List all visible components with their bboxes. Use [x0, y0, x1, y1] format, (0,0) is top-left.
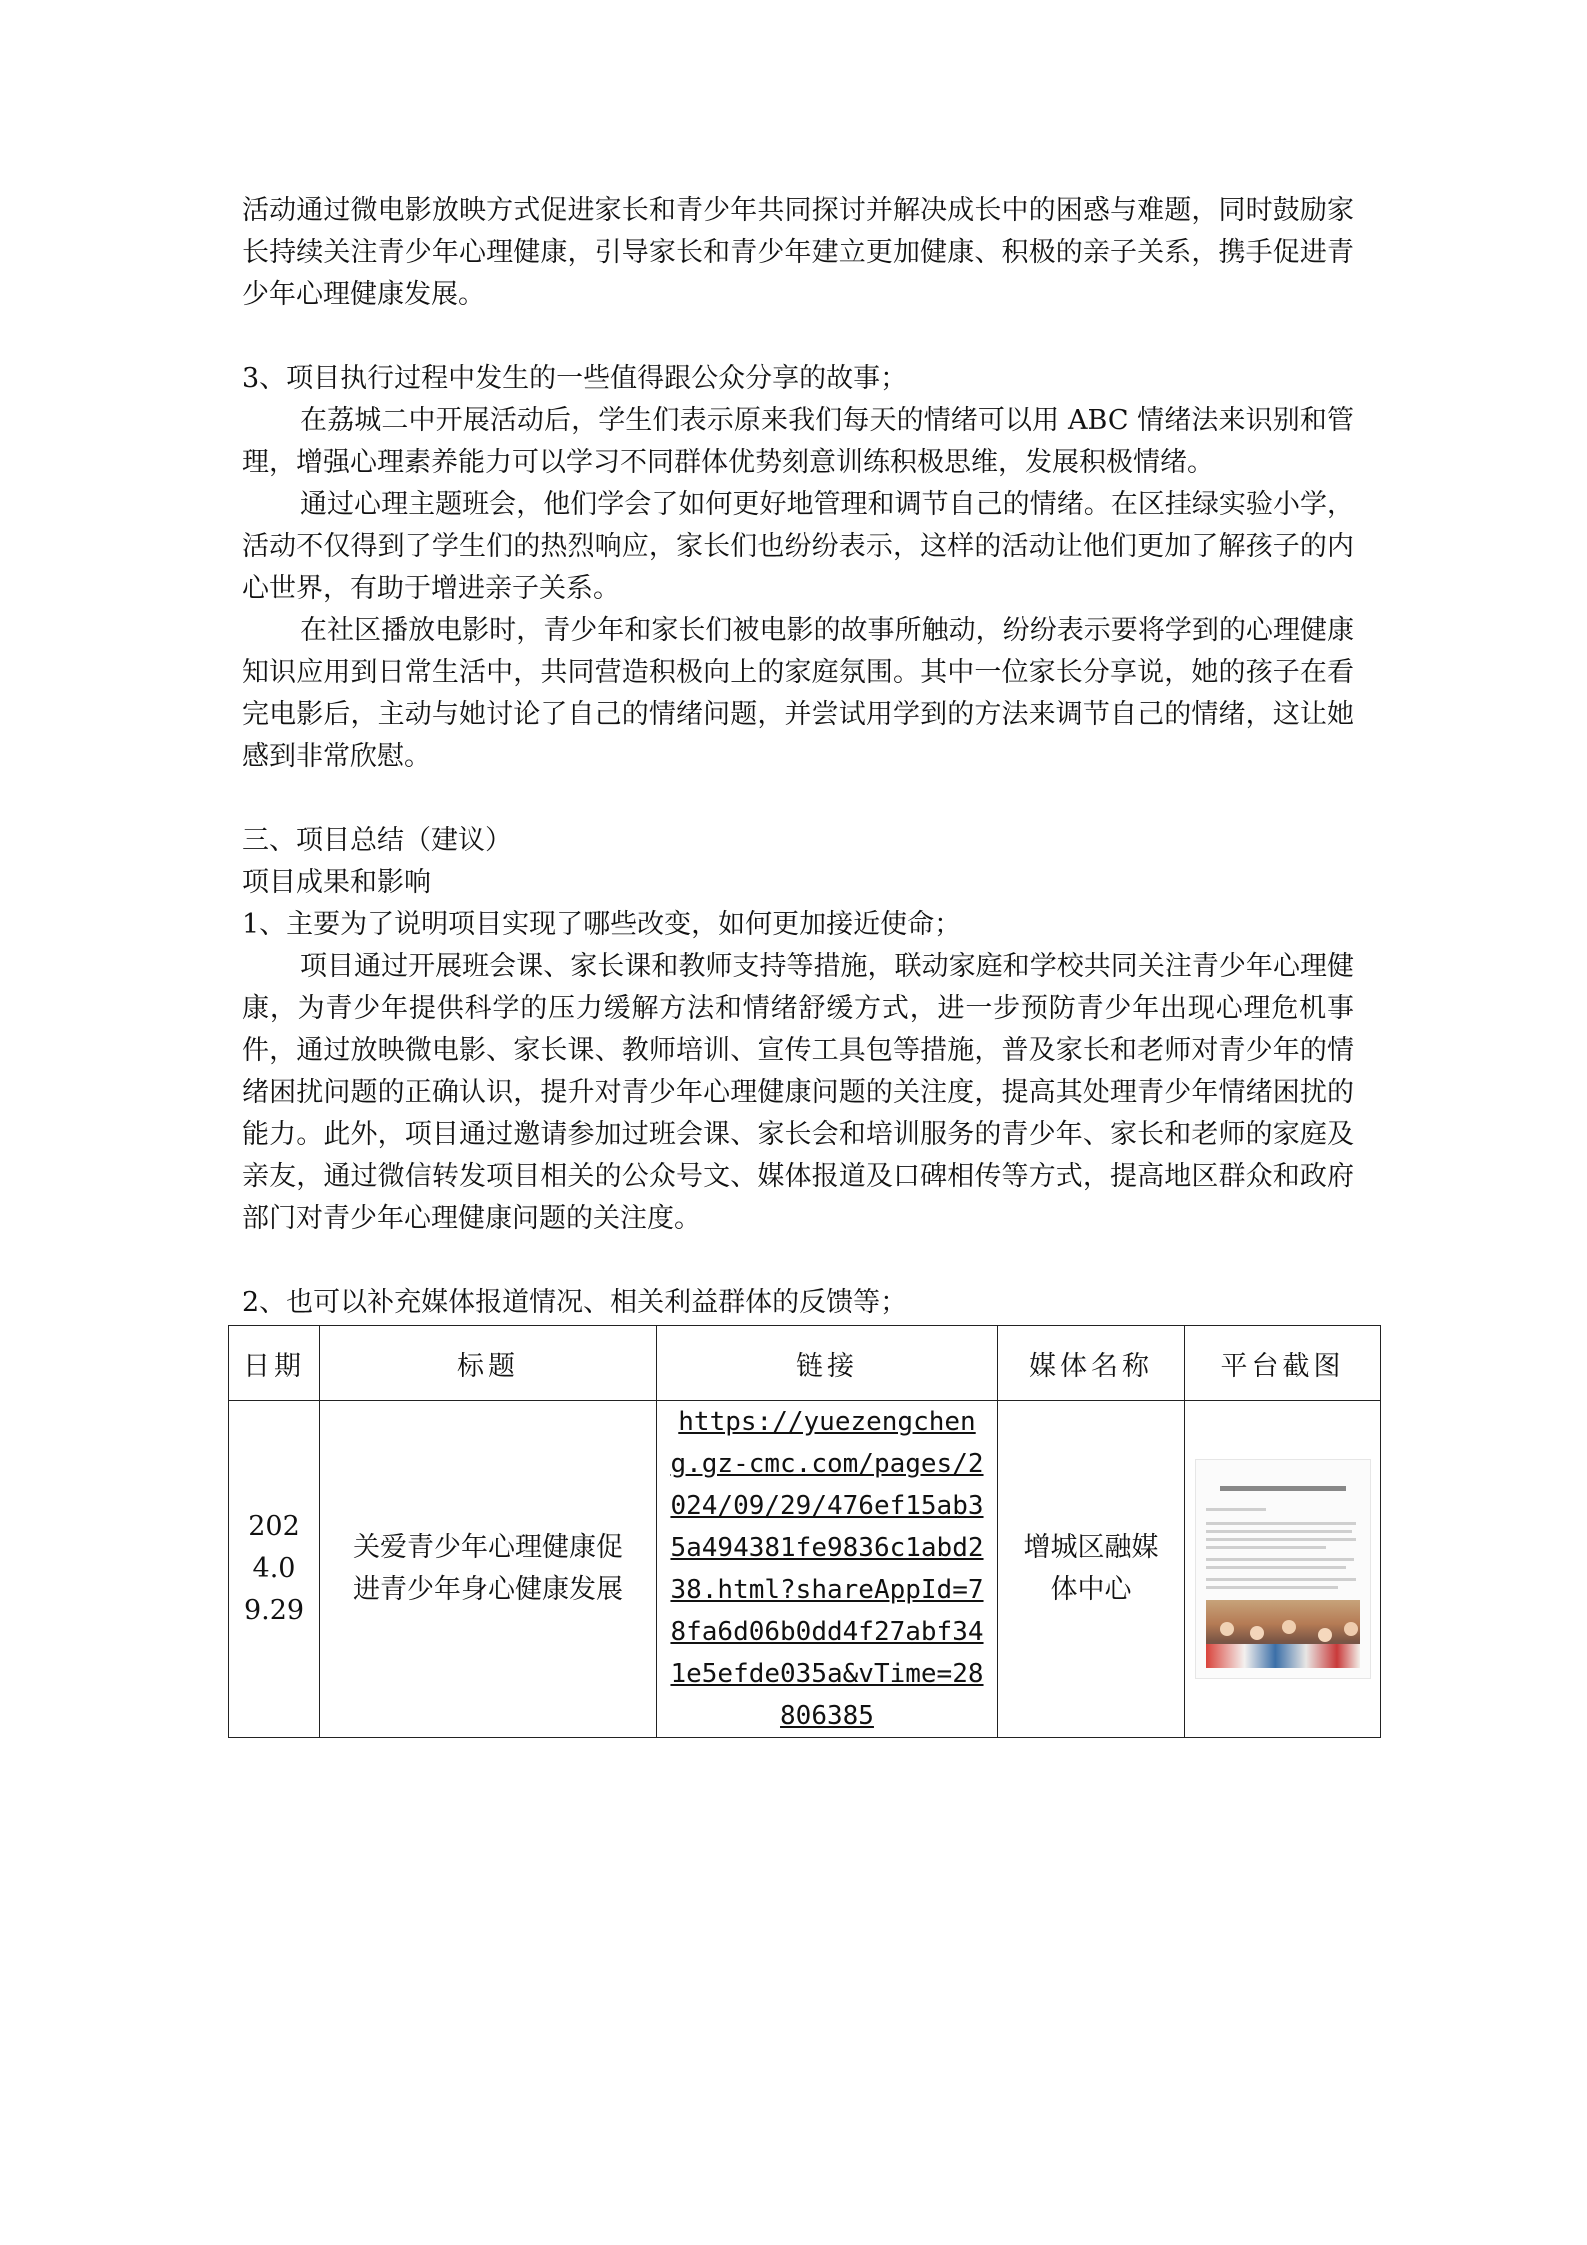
header-link: 链接	[657, 1326, 998, 1401]
story-paragraph-1: 在荔城二中开展活动后，学生们表示原来我们每天的情绪可以用 ABC 情绪法来识别和管理，增强心理素养能力可以学习不同群体优势刻意训练积极思维，发展积极情绪。	[242, 405, 1354, 478]
table-header-row	[229, 1326, 1381, 1401]
cell-screenshot	[1185, 1401, 1381, 1738]
intro-paragraph: 活动通过微电影放映方式促进家长和青少年共同探讨并解决成长中的困惑与难题，同时鼓励家长持续关注青少年心理健康，引导家长和青少年建立更加健康、积极的亲子关系，携手促进青少年心理健康发展。	[242, 195, 1354, 310]
question-2-heading: 2、也可以补充媒体报道情况、相关利益群体的反馈等；	[242, 1287, 908, 1318]
cell-link	[657, 1401, 998, 1738]
cell-date	[229, 1401, 320, 1738]
header-title: 标题	[320, 1326, 657, 1401]
question-1-heading: 1、主要为了说明项目实现了哪些改变，如何更加接近使命；	[242, 909, 962, 940]
story-paragraph-3: 在社区播放电影时，青少年和家长们被电影的故事所触动，纷纷表示要将学到的心理健康知识应用到日常生活中，共同营造积极向上的家庭氛围。其中一位家长分享说，她的孩子在看完电影后，主动与她讨论了自己的情绪问题，并尝试用学到的方法来调节自己的情绪，这让她感到非常欣慰。	[242, 615, 1354, 772]
section-heading-summary: 三、项目总结（建议）	[242, 825, 512, 856]
results-paragraph: 项目通过开展班会课、家长课和教师支持等措施，联动家庭和学校共同关注青少年心理健康，为青少年提供科学的压力缓解方法和情绪舒缓方式，进一步预防青少年出现心理危机事件，通过放映微电影、家长课、教师培训、宣传工具包等措施，普及家长和老师对青少年的情绪困扰问题的正确认识，提升对青少年心理健康问题的关注度，提高其处理青少年情绪困扰的能力。此外，项目通过邀请参加过班会课、家长会和培训服务的青少年、家长和老师的家庭及亲友，通过微信转发项目相关的公众号文、媒体报道及口碑相传等方式，提高地区群众和政府部门对青少年心理健康问题的关注度。	[242, 951, 1354, 1234]
question-3-heading: 3、项目执行过程中发生的一些值得跟公众分享的故事；	[242, 363, 908, 394]
document-body	[242, 190, 1354, 1324]
header-date: 日期	[229, 1326, 320, 1401]
article-title: 关爱青少年心理健康促进青少年身心健康发展	[353, 1532, 623, 1605]
cell-title	[320, 1401, 657, 1738]
media-report-table	[228, 1325, 1381, 1738]
media-name: 增城区融媒体中心	[1023, 1532, 1159, 1605]
article-screenshot-thumbnail	[1195, 1459, 1371, 1679]
story-paragraph-2: 通过心理主题班会，他们学会了如何更好地管理和调节自己的情绪。在区挂绿实验小学，活动不仅得到了学生们的热烈响应，家长们也纷纷表示，这样的活动让他们更加了解孩子的内心世界，有助于增进亲子关系。	[242, 489, 1354, 604]
date-text: 2024.09.29	[243, 1511, 305, 1626]
cell-media-name	[998, 1401, 1185, 1738]
header-screenshot: 平台截图	[1185, 1326, 1381, 1401]
sub-heading-results: 项目成果和影响	[242, 867, 431, 898]
table-row	[229, 1401, 1381, 1738]
article-link[interactable]: https://yuezengcheng.gz-cmc.com/pages/2024/09/29/476ef15ab35a494381fe9836c1abd238.html?shareAppId=78fa6d06b0dd4f27abf341e5efde035a&vTime=28806385	[670, 1407, 984, 1731]
header-media-name: 媒体名称	[998, 1326, 1185, 1401]
